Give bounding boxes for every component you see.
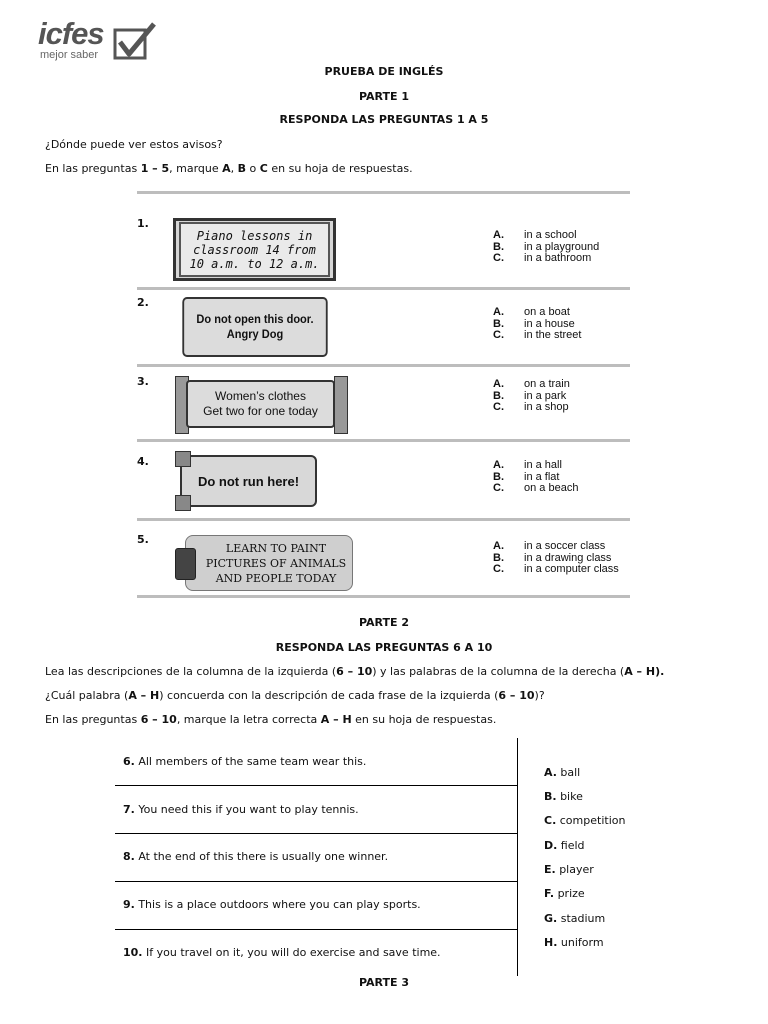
sign-text-line: PICTURES OF ANIMALS (205, 556, 347, 570)
sign-post (334, 376, 348, 434)
sign-corner (175, 451, 191, 467)
divider (137, 287, 630, 290)
sign-text-line: LEARN TO PAINT (225, 541, 327, 555)
word-option: E. player (544, 863, 594, 876)
word-option: H. uniform (544, 936, 604, 949)
sign-text-line: Do not open this door. (196, 312, 314, 326)
table-row (115, 834, 518, 882)
part2-instruction: RESPONDA LAS PREGUNTAS 6 A 10 (275, 641, 493, 654)
option-b: B. in a flat (493, 470, 560, 483)
answer-options (493, 379, 570, 414)
sign-womens-clothes (186, 380, 335, 428)
question-text: 6. All members of the same team wear this. (123, 755, 367, 768)
part1-instruction: RESPONDA LAS PREGUNTAS 1 A 5 (279, 113, 489, 126)
question-number: 1. (137, 217, 149, 230)
table-row (115, 787, 518, 835)
option-a: A. on a boat (493, 306, 570, 318)
option-a: A. in a soccer class (493, 540, 606, 552)
word-option: G. stadium (544, 912, 606, 925)
page-title: PRUEBA DE INGLÉS (324, 65, 444, 78)
sign-piano-lessons (173, 218, 336, 281)
question-number: 5. (137, 533, 149, 546)
table-row (115, 930, 518, 978)
word-option: D. field (544, 839, 585, 852)
divider (137, 191, 630, 194)
sign-text-line: Piano lessons in (196, 228, 313, 243)
option-c: C. in a shop (493, 401, 569, 413)
word-option: B. bike (544, 790, 583, 803)
sign-text-line: 10 a.m. to 12 a.m. (189, 256, 320, 271)
answer-options (493, 230, 599, 265)
part3-title: PARTE 3 (358, 976, 410, 989)
answer-options (493, 460, 578, 495)
word-option: F. prize (544, 887, 585, 900)
question-number: 4. (137, 455, 149, 468)
part2-paragraph-1: Lea las descripciones de la columna de la izquierda (6 – 10) y las palabras de la columna de la derecha (A – H). (45, 665, 665, 678)
sign-learn-to-paint (185, 535, 353, 591)
option-b: B. in a house (493, 317, 575, 330)
answer-options (493, 541, 619, 576)
part1-intro: En las preguntas 1 – 5, marque A, B o C en su hoja de respuestas. (45, 162, 413, 175)
checkmark-logo-icon (112, 22, 156, 62)
question-number: 3. (137, 375, 149, 388)
sign-clip (175, 548, 196, 580)
divider (137, 439, 630, 442)
question-text: 10. If you travel on it, you will do exercise and save time. (123, 946, 441, 959)
divider (137, 364, 630, 367)
option-a: A. in a hall (493, 459, 562, 471)
divider (137, 595, 630, 598)
table-row (115, 882, 518, 930)
question-number: 2. (137, 296, 149, 309)
word-option: A. ball (544, 766, 581, 779)
option-c: C. in a computer class (493, 563, 619, 575)
word-option: C. competition (544, 814, 626, 827)
sign-corner (175, 495, 191, 511)
option-c: C. on a beach (493, 482, 579, 494)
divider (137, 518, 630, 521)
part1-question: ¿Dónde puede ver estos avisos? (45, 138, 223, 151)
option-c: C. in the street (493, 329, 582, 341)
sign-text-line: Women’s clothes (215, 389, 306, 403)
option-c: C. in a bathroom (493, 252, 592, 264)
part2-paragraph-3: En las preguntas 6 – 10, marque la letra correcta A – H en su hoja de respuestas. (45, 713, 497, 726)
option-b: B. in a playground (493, 240, 600, 253)
option-b: B. in a park (493, 389, 567, 402)
part2-paragraph-2: ¿Cuál palabra (A – H) concuerda con la descripción de cada frase de la izquierda (6 – 10)? (45, 689, 545, 702)
question-text: 8. At the end of this there is usually one winner. (123, 850, 389, 863)
sign-text-line: Get two for one today (203, 404, 318, 418)
part2-title: PARTE 2 (358, 616, 410, 629)
sign-text-line: classroom 14 from (193, 242, 316, 257)
option-a: A. in a school (493, 229, 577, 241)
logo-wordmark: icfes (38, 16, 104, 51)
question-text: 7. You need this if you want to play tennis. (123, 803, 359, 816)
option-b: B. in a drawing class (493, 551, 612, 564)
table-row (115, 739, 518, 787)
answer-options (493, 307, 581, 342)
sign-text-line: AND PEOPLE TODAY (215, 571, 337, 585)
option-a: A. on a train (493, 378, 570, 390)
logo-tagline: mejor saber (40, 49, 99, 61)
sign-do-not-run (180, 455, 317, 507)
question-text: 9. This is a place outdoors where you can play sports. (123, 898, 421, 911)
sign-text-line: Angry Dog (226, 327, 284, 341)
sign-angry-dog (182, 297, 327, 357)
sign-text-line: Do not run here! (197, 473, 300, 489)
part1-title: PARTE 1 (358, 90, 410, 103)
